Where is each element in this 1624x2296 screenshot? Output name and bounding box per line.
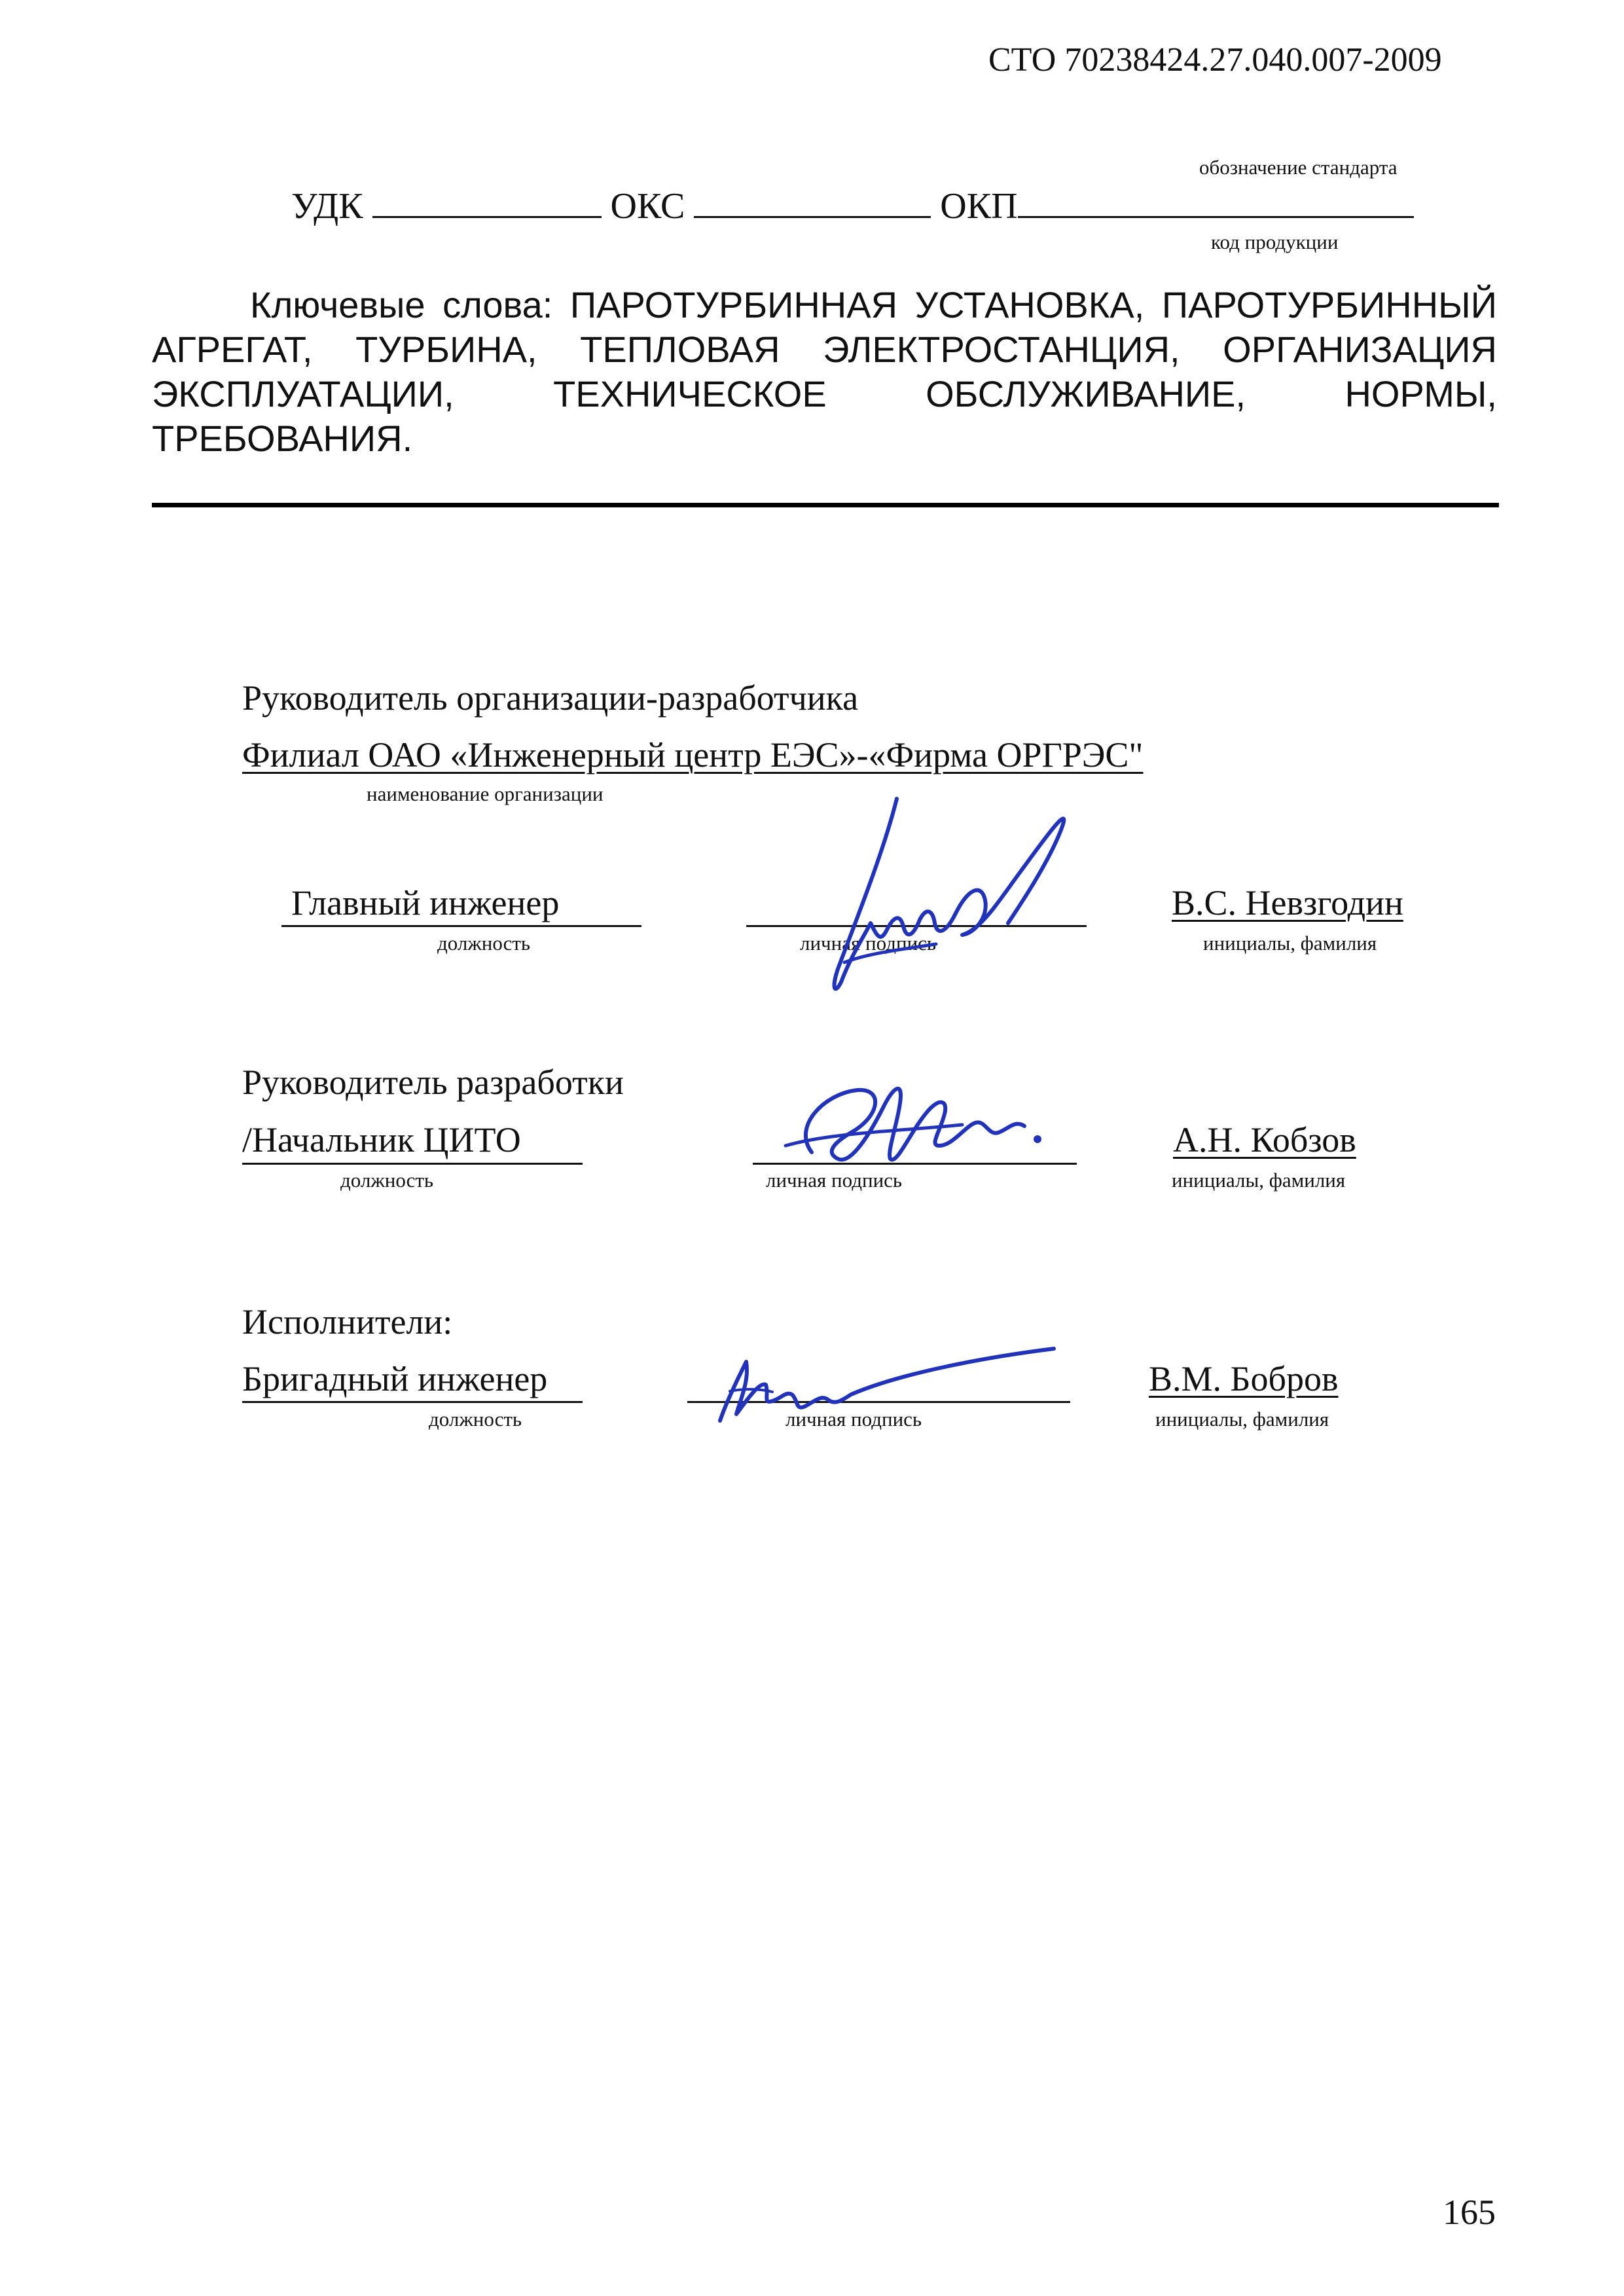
name-nevzgodin: В.С. Невзгодин: [1172, 883, 1403, 922]
signature-bobrov: [700, 1329, 1067, 1434]
standard-code: СТО 70238424.27.040.007-2009: [988, 41, 1442, 79]
keywords-paragraph: Ключевые слова: ПАРОТУРБИННАЯ УСТАНОВКА, ПАРОТУРБИННЫЙ АГРЕГАТ, ТУРБИНА, ТЕПЛОВАЯ ЭЛЕКТРОСТАНЦИЯ, ОРГАНИЗАЦИЯ ЭКСПЛУАТАЦИИ, ТЕХНИЧЕСКОЕ ОБСЛУЖИВАНИЕ, НОРМЫ, ТРЕБОВАНИЯ.: [152, 284, 1497, 459]
product-code-caption: код продукции: [1211, 230, 1339, 253]
position-caption: должность: [429, 1408, 522, 1430]
position-chief-engineer: Главный инженер: [291, 883, 560, 922]
position-caption: должность: [437, 932, 531, 955]
development-lead-heading: Руководитель разработки: [242, 1063, 624, 1102]
position-underline: [242, 1163, 583, 1165]
developer-heading: Руководитель организации-разработчика: [242, 678, 859, 718]
name-bobrov: В.М. Бобров: [1149, 1359, 1339, 1398]
oks-label: ОКС: [610, 186, 685, 227]
position-brigade-engineer: Бригадный инженер: [242, 1359, 548, 1398]
executors-heading: Исполнители:: [242, 1302, 453, 1341]
section-divider: [152, 503, 1499, 507]
organization-caption: наименование организации: [367, 782, 604, 805]
udk-field: [372, 183, 602, 218]
standard-caption: обозначение стандарта: [1199, 156, 1398, 179]
developer-organization: Филиал ОАО «Инженерный центр ЕЭС»-«Фирма ОРГРЭС": [242, 735, 1144, 774]
signature-nevzgodin: [766, 773, 1106, 1008]
udk-label: УДК: [291, 186, 363, 227]
signature-kobzov: [772, 1054, 1074, 1192]
name-caption: инициалы, фамилия: [1155, 1408, 1329, 1430]
signature-caption: личная подпись: [800, 932, 937, 955]
position-head-cito: /Начальник ЦИТО: [242, 1120, 521, 1159]
signature-caption: личная подпись: [785, 1408, 922, 1430]
okp-field: [1018, 183, 1414, 218]
position-underline: [242, 1401, 583, 1403]
name-kobzov: А.Н. Кобзов: [1173, 1120, 1356, 1159]
okp-label: ОКП: [940, 186, 1018, 227]
name-caption: инициалы, фамилия: [1203, 932, 1377, 955]
page-number: 165: [1443, 2193, 1496, 2232]
name-caption: инициалы, фамилия: [1172, 1169, 1346, 1192]
position-underline: [281, 925, 641, 927]
classification-line: [291, 183, 1414, 227]
position-caption: должность: [340, 1169, 434, 1192]
signature-caption: личная подпись: [766, 1169, 903, 1192]
oks-field: [694, 183, 931, 218]
